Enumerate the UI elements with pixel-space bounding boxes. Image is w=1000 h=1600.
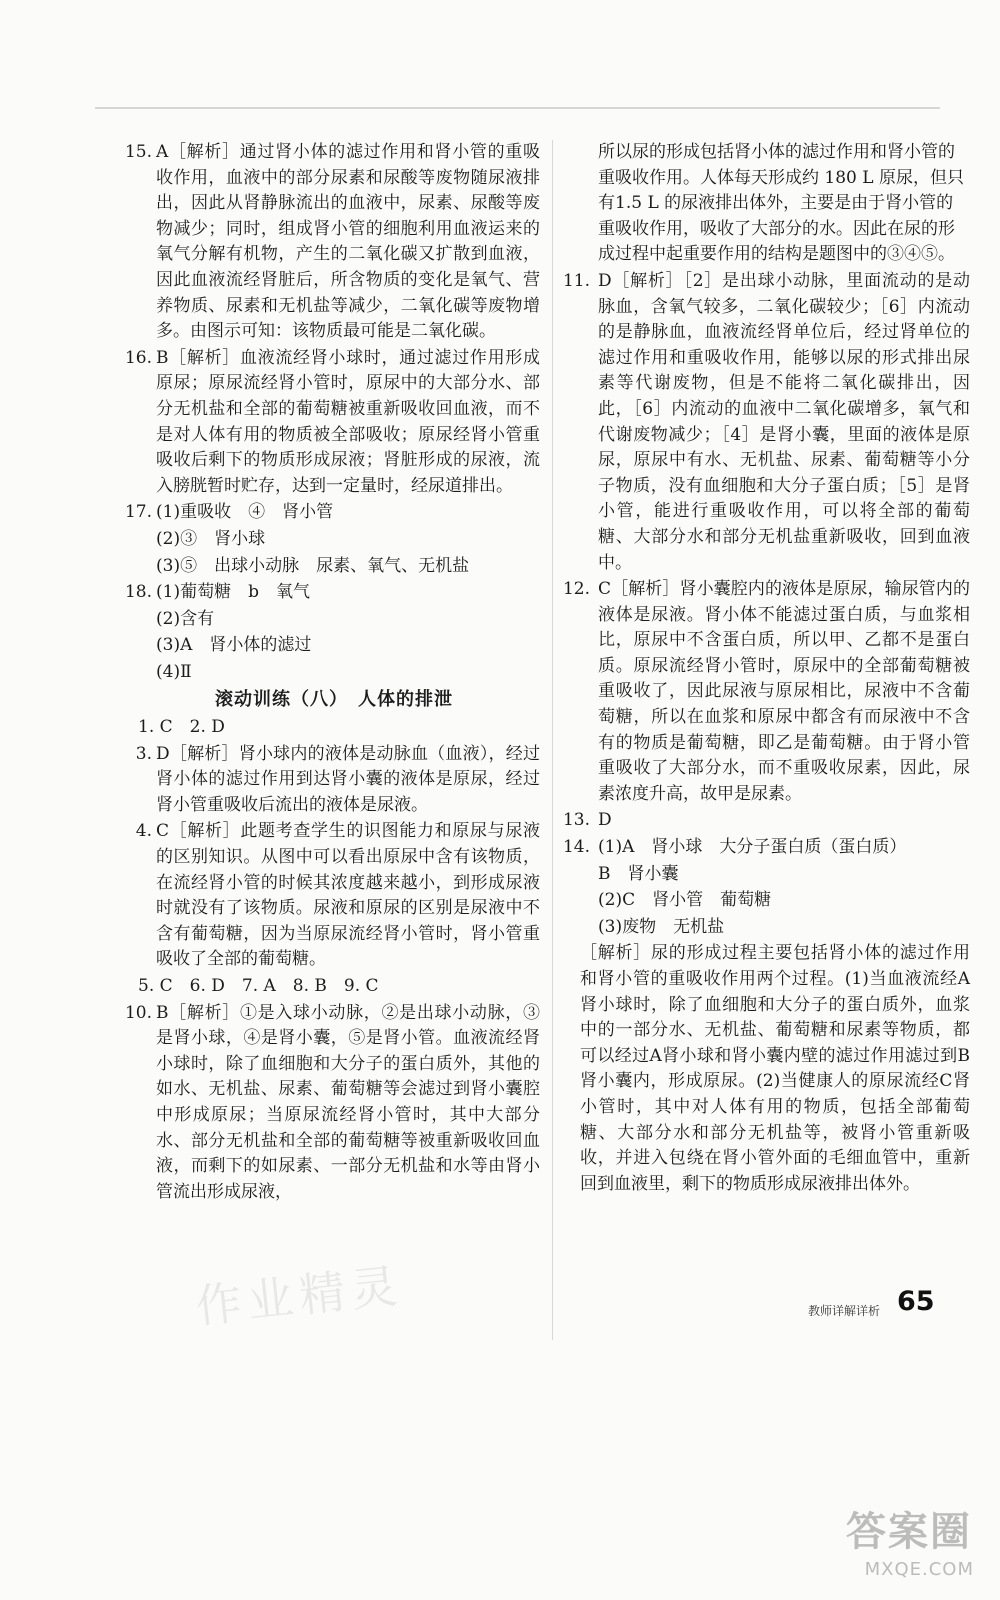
item-number: 3. xyxy=(135,743,152,764)
item-14-sub-b: B 肾小囊 xyxy=(598,863,679,884)
answer-item-16 xyxy=(124,346,540,500)
item-text: B［解析］血液流经肾小球时，通过滤过作用形成原尿；原尿流经肾小管时，原尿中的大部分水、部分无机盐和全部的葡萄糖被重新吸收回血液，而不是对人体有用的物质被全部吸收；原尿经肾小管重吸收后剩下的物质形成尿液；肾脏形成的尿液，流入膀胱暂时贮存，达到一定量时，经尿道排出。 xyxy=(156,347,540,496)
column-divider xyxy=(552,140,553,1340)
item-number: 15. xyxy=(124,142,152,162)
watermark-logo-title: 答案圈 xyxy=(846,1509,972,1555)
answer-item-18 xyxy=(124,580,540,606)
item-number: 14. xyxy=(562,837,590,858)
footer-label: 教师详解详析 xyxy=(808,1304,881,1318)
item-text: (1)葡萄糖 b 氧气 xyxy=(156,582,310,603)
item-number: 4. xyxy=(135,821,152,842)
answer-item-14 xyxy=(562,835,970,861)
item-18-sub-4: (4)Ⅱ xyxy=(156,661,192,682)
item-text: C［解析］此题考查学生的识图能力和原尿与尿液的区别知识。从图中可以看出原尿中含有该物质，在流经肾小管的时候其浓度越来越小，到形成尿液时就没有了该物质。尿液和原尿的区别是尿液中不含有葡萄糖，因为当原尿流经肾小管时，肾小管重吸收了全部的葡萄糖。 xyxy=(156,821,540,970)
item-text: D［解析］［2］是出球小动脉，里面流动的是动脉血，含氧气较多，二氧化碳较少；［6］内流动的是静脉血，血液流经肾单位后，经过肾单位的滤过作用和重吸收作用，能够以尿的形式排出尿素等代谢废物，但是不能将二氧化碳排出，因此，［6］内流动的血液中二氧化碳增多，氧气和代谢废物减少；［4］是肾小囊，里面的液体是原尿，原尿中有水、无机盐、尿素、葡萄糖等小分子物质，没有血细胞和大分子蛋白质；［5］是肾小管，能进行重吸收作用，可以将全部的葡萄糖、大部分水和部分无机盐重新吸收，回到血液中。 xyxy=(598,270,970,573)
item-18-sub-2: (2)含有 xyxy=(156,608,215,629)
item-18-sub-3: (3)A 肾小体的滤过 xyxy=(156,635,312,656)
left-column xyxy=(124,140,540,1206)
item-text: C［解析］肾小囊腔内的液体是原尿，输尿管内的液体是尿液。肾小体不能滤过蛋白质，与血浆相比，原尿中不含蛋白质，所以甲、乙都不是蛋白质。原尿流经肾小管时，原尿中的全部葡萄糖被重吸收了，因此尿液与原尿相比，尿液中不含葡萄糖，所以在血浆和原尿中都含有而尿液中不含有的物质是葡萄糖，即乙是葡萄糖。由于肾小管重吸收了大部分水，而不重吸收尿素，因此，尿素浓度升高，故甲是尿素。 xyxy=(598,579,970,804)
item-number: 16. xyxy=(124,347,152,368)
item-14-sub-3: (3)废物 无机盐 xyxy=(598,916,725,937)
answer-item-11 xyxy=(562,269,970,576)
item-number: 13. xyxy=(562,810,590,831)
answer-item-13 xyxy=(562,808,970,834)
answer-items-5-9: 5. C 6. D 7. A 8. B 9. C xyxy=(138,976,379,996)
answer-item-17 xyxy=(124,500,540,526)
item-17-sub-2: (2)③ 肾小球 xyxy=(156,528,266,549)
item-number: 11. xyxy=(562,270,590,291)
item-number: 17. xyxy=(124,502,152,523)
item-14-analysis: ［解析］尿的形成过程主要包括肾小体的滤过作用和肾小管的重吸收作用两个过程。(1)当血液流经A肾小球时，除了血细胞和大分子的蛋白质外，血浆中的一部分水、无机盐、葡萄糖和尿素等物质，都可以经过A肾小球和肾小囊内壁的滤过作用滤过到B肾小囊内，形成原尿。(2)当健康人的原尿流经C肾小管时，其中对人体有用的物质，包括全部葡萄糖、大部分水和部分无机盐等，被肾小管重新吸收，并进入包绕在肾小管外面的毛细血管中，重新回到血液里，剩下的物质形成尿液排出体外。 xyxy=(580,943,970,1194)
watermark-text: 作业精灵 xyxy=(193,1258,406,1334)
watermark-logo xyxy=(780,1500,980,1580)
item-number: 10. xyxy=(124,1002,152,1023)
watermark-logo-url: MXQE.COM xyxy=(864,1559,974,1580)
answer-item-12 xyxy=(562,577,970,807)
answer-item-15 xyxy=(124,140,540,345)
answer-item-4 xyxy=(128,819,540,973)
item-10-continuation: 所以尿的形成包括肾小体的滤过作用和肾小管的重吸收作用。人体每天形成约 180 L 原尿，但只有1.5 L 的尿液排出体外，主要是由于肾小管的重吸收作用，吸收了大部分的水。因此在尿的形成过程中起重要作用的结构是题图中的③④⑤。 xyxy=(598,142,964,265)
item-17-sub-3: (3)⑤ 出球小动脉 尿素、氧气、无机盐 xyxy=(156,555,470,576)
answer-item-3 xyxy=(128,742,540,819)
top-rule xyxy=(95,107,940,109)
right-column xyxy=(562,140,970,1198)
item-14-sub-2: (2)C 肾小管 葡萄糖 xyxy=(598,890,772,911)
item-text: B［解析］①是入球小动脉，②是出球小动脉，③是肾小球，④是肾小囊，⑤是肾小管。血液流经肾小球时，除了血细胞和大分子的蛋白质外，其他的如水、无机盐、尿素、葡萄糖等会滤过到肾小囊腔中形成原尿；当原尿流经肾小管时，其中大部分水、部分无机盐和全部的葡萄糖等被重新吸收回血液，而剩下的如尿素、一部分无机盐和水等由肾小管流出形成尿液， xyxy=(156,1002,540,1202)
item-text: D xyxy=(598,810,612,831)
page-number: 65 xyxy=(897,1286,935,1317)
answer-items-1-2: 1. C 2. D xyxy=(138,717,225,738)
item-text: D［解析］肾小球内的液体是动脉血（血液），经过肾小体的滤过作用到达肾小囊的液体是原尿，经过肾小管重吸收后流出的液体是尿液。 xyxy=(156,743,540,815)
item-number: 18. xyxy=(124,582,152,603)
section-title: 滚动训练（八） 人体的排泄 xyxy=(215,689,453,711)
answer-item-10 xyxy=(124,1001,540,1206)
item-text: A［解析］通过肾小体的滤过作用和肾小管的重吸收作用，血液中的部分尿素和尿酸等废物随尿液排出，因此从肾静脉流出的血液中，尿素、尿酸等废物减少；同时，组成肾小管的细胞利用血液运来的氧气分解有机物，产生的二氧化碳又扩散到血液，因此血液流经肾脏后，所含物质的变化是氧气、营养物质、尿素和无机盐等减少，二氧化碳等废物增多。由图示可知：该物质最可能是二氧化碳。 xyxy=(156,142,540,342)
item-text: (1)A 肾小球 大分子蛋白质（蛋白质） xyxy=(598,837,907,858)
item-text: (1)重吸收 ④ 肾小管 xyxy=(156,502,334,523)
item-number: 12. xyxy=(562,579,590,600)
